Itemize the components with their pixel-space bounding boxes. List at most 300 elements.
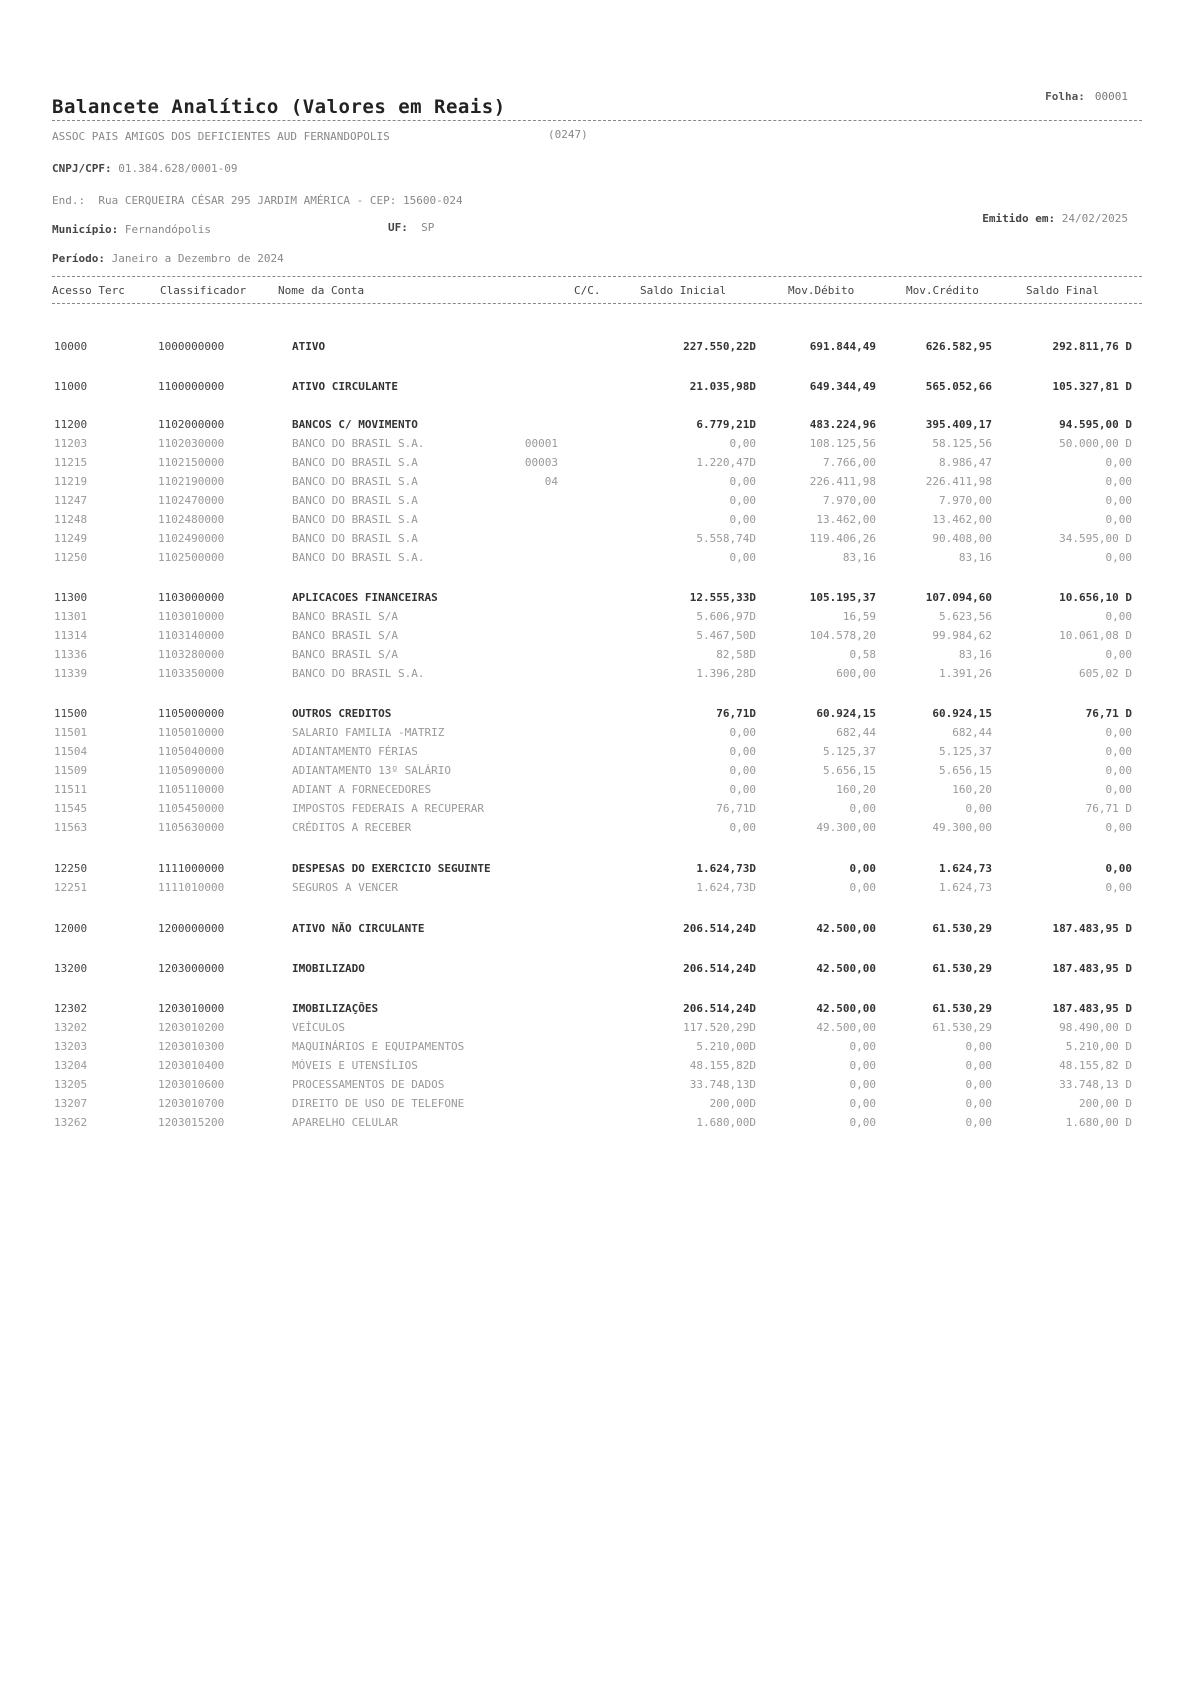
table-row bbox=[0, 648, 1200, 666]
divider bbox=[52, 303, 1142, 304]
cell-saldo-inicial: 1.624,73D bbox=[696, 862, 756, 875]
cell-saldo-final: 33.748,13 D bbox=[1059, 1078, 1132, 1091]
report-title: Balancete Analítico (Valores em Reais) bbox=[52, 96, 506, 118]
emitido-line bbox=[982, 212, 1128, 225]
cell-classificador: 1102490000 bbox=[158, 532, 225, 545]
cnpj-line bbox=[52, 162, 237, 175]
cell-saldo-inicial: 0,00 bbox=[729, 475, 756, 488]
cell-saldo-final: 0,00 bbox=[1105, 764, 1132, 777]
cell-saldo-inicial: 200,00D bbox=[709, 1097, 756, 1110]
cell-mov-credito: 60.924,15 bbox=[932, 707, 992, 720]
cell-mov-debito: 682,44 bbox=[836, 726, 876, 739]
cell-saldo-inicial: 21.035,98D bbox=[689, 380, 756, 393]
cell-classificador: 1203010600 bbox=[158, 1078, 225, 1091]
table-row bbox=[0, 1002, 1200, 1020]
cell-saldo-inicial: 5.210,00D bbox=[696, 1040, 756, 1053]
cell-classificador: 1105110000 bbox=[158, 783, 225, 796]
cell-saldo-inicial: 0,00 bbox=[729, 551, 756, 564]
cell-mov-debito: 0,00 bbox=[849, 1078, 876, 1091]
cell-acesso: 13207 bbox=[54, 1097, 88, 1110]
table-row bbox=[0, 610, 1200, 628]
cell-acesso: 11248 bbox=[54, 513, 88, 526]
cell-classificador: 1102500000 bbox=[158, 551, 225, 564]
cell-mov-debito: 0,00 bbox=[849, 1040, 876, 1053]
cell-classificador: 1102480000 bbox=[158, 513, 225, 526]
cell-nome-conta: BANCO DO BRASIL S.A bbox=[292, 475, 418, 488]
cell-saldo-inicial: 227.550,22D bbox=[683, 340, 756, 353]
cell-mov-debito: 16,59 bbox=[842, 610, 876, 623]
cell-saldo-inicial: 117.520,29D bbox=[683, 1021, 756, 1034]
folha-label: Folha: bbox=[1045, 90, 1085, 103]
cell-acesso: 13204 bbox=[54, 1059, 88, 1072]
cell-mov-credito: 5.623,56 bbox=[939, 610, 992, 623]
col-header-acesso: Acesso Terc bbox=[52, 284, 125, 297]
cell-acesso: 11203 bbox=[54, 437, 88, 450]
cell-acesso: 11300 bbox=[54, 591, 88, 604]
table-row bbox=[0, 475, 1200, 493]
cell-classificador: 1102000000 bbox=[158, 418, 225, 431]
cell-saldo-inicial: 1.680,00D bbox=[696, 1116, 756, 1129]
cell-saldo-final: 5.210,00 D bbox=[1065, 1040, 1132, 1053]
cell-acesso: 11563 bbox=[54, 821, 88, 834]
cell-acesso: 11000 bbox=[54, 380, 88, 393]
address-label: End.: bbox=[52, 194, 86, 207]
cell-nome-conta: BANCO DO BRASIL S.A. bbox=[292, 437, 425, 450]
cell-mov-credito: 7.970,00 bbox=[939, 494, 992, 507]
cell-classificador: 1105630000 bbox=[158, 821, 225, 834]
cell-mov-credito: 626.582,95 bbox=[925, 340, 992, 353]
cell-saldo-final: 187.483,95 D bbox=[1052, 962, 1132, 975]
cell-saldo-final: 50.000,00 D bbox=[1059, 437, 1132, 450]
table-row bbox=[0, 591, 1200, 609]
cell-mov-debito: 0,00 bbox=[849, 862, 876, 875]
cell-mov-debito: 0,00 bbox=[849, 1097, 876, 1110]
cell-saldo-final: 0,00 bbox=[1105, 475, 1132, 488]
cell-saldo-final: 187.483,95 D bbox=[1052, 922, 1132, 935]
cell-saldo-inicial: 206.514,24D bbox=[683, 1002, 756, 1015]
cell-classificador: 1103140000 bbox=[158, 629, 225, 642]
table-row bbox=[0, 1097, 1200, 1115]
cell-nome-conta: BANCO DO BRASIL S.A bbox=[292, 532, 418, 545]
cell-nome-conta: APARELHO CELULAR bbox=[292, 1116, 398, 1129]
cell-mov-credito: 58.125,56 bbox=[932, 437, 992, 450]
cell-nome-conta: BANCO DO BRASIL S.A. bbox=[292, 667, 425, 680]
cell-classificador: 1203015200 bbox=[158, 1116, 225, 1129]
cell-saldo-final: 187.483,95 D bbox=[1052, 1002, 1132, 1015]
cell-saldo-inicial: 0,00 bbox=[729, 821, 756, 834]
cell-saldo-final: 10.656,10 D bbox=[1059, 591, 1132, 604]
cell-acesso: 11545 bbox=[54, 802, 88, 815]
entity-code: (0247) bbox=[548, 128, 588, 141]
cell-nome-conta: BANCO DO BRASIL S.A bbox=[292, 456, 418, 469]
cell-mov-debito: 5.125,37 bbox=[823, 745, 876, 758]
cell-saldo-inicial: 0,00 bbox=[729, 513, 756, 526]
table-row bbox=[0, 551, 1200, 569]
cell-saldo-final: 0,00 bbox=[1105, 513, 1132, 526]
emitido-value: 24/02/2025 bbox=[1061, 212, 1128, 225]
cell-nome-conta: BANCO DO BRASIL S.A. bbox=[292, 551, 425, 564]
cell-nome-conta: MAQUINÁRIOS E EQUIPAMENTOS bbox=[292, 1040, 465, 1053]
table-row bbox=[0, 707, 1200, 725]
entity-name: ASSOC PAIS AMIGOS DOS DEFICIENTES AUD FERNANDOPOLIS bbox=[52, 130, 390, 143]
cell-mov-debito: 119.406,26 bbox=[809, 532, 876, 545]
uf-line bbox=[388, 221, 434, 234]
cell-acesso: 11509 bbox=[54, 764, 88, 777]
cell-classificador: 1200000000 bbox=[158, 922, 225, 935]
uf-label: UF: bbox=[388, 221, 408, 234]
table-row bbox=[0, 922, 1200, 940]
periodo-line bbox=[52, 252, 284, 265]
table-row bbox=[0, 962, 1200, 980]
cell-acesso: 13200 bbox=[54, 962, 88, 975]
cell-mov-debito: 42.500,00 bbox=[816, 1002, 876, 1015]
cell-mov-debito: 42.500,00 bbox=[816, 922, 876, 935]
cell-nome-conta: BANCO BRASIL S/A bbox=[292, 629, 398, 642]
cell-classificador: 1105040000 bbox=[158, 745, 225, 758]
cell-classificador: 1103010000 bbox=[158, 610, 225, 623]
col-header-nome: Nome da Conta bbox=[278, 284, 365, 297]
table-row bbox=[0, 437, 1200, 455]
page-number bbox=[1045, 90, 1128, 103]
cell-mov-credito: 0,00 bbox=[965, 1040, 992, 1053]
cell-saldo-final: 94.595,00 D bbox=[1059, 418, 1132, 431]
cell-saldo-final: 0,00 bbox=[1105, 821, 1132, 834]
cell-mov-debito: 0,00 bbox=[849, 1116, 876, 1129]
cell-acesso: 13202 bbox=[54, 1021, 88, 1034]
cell-classificador: 1203010200 bbox=[158, 1021, 225, 1034]
cell-saldo-final: 0,00 bbox=[1105, 648, 1132, 661]
cell-saldo-final: 0,00 bbox=[1105, 783, 1132, 796]
cell-classificador: 1105450000 bbox=[158, 802, 225, 815]
cell-nome-conta: ADIANTAMENTO 13º SALÁRIO bbox=[292, 764, 451, 777]
col-header-saldo-inicial: Saldo Inicial bbox=[640, 284, 727, 297]
cell-saldo-inicial: 1.624,73D bbox=[696, 881, 756, 894]
cell-saldo-inicial: 76,71D bbox=[716, 802, 756, 815]
cell-saldo-final: 105.327,81 D bbox=[1052, 380, 1132, 393]
cell-mov-credito: 5.125,37 bbox=[939, 745, 992, 758]
cell-acesso: 11336 bbox=[54, 648, 88, 661]
cell-mov-credito: 5.656,15 bbox=[939, 764, 992, 777]
cell-acesso: 11339 bbox=[54, 667, 88, 680]
cell-acesso: 10000 bbox=[54, 340, 88, 353]
col-header-saldo-final: Saldo Final bbox=[1026, 284, 1099, 297]
cell-acesso: 11500 bbox=[54, 707, 88, 720]
cell-mov-credito: 61.530,29 bbox=[932, 962, 992, 975]
cell-mov-credito: 1.624,73 bbox=[939, 862, 992, 875]
cell-mov-credito: 1.624,73 bbox=[939, 881, 992, 894]
cell-acesso: 11314 bbox=[54, 629, 88, 642]
cell-mov-debito: 691.844,49 bbox=[809, 340, 876, 353]
cell-saldo-final: 76,71 D bbox=[1085, 802, 1132, 815]
emitido-label: Emitido em: bbox=[982, 212, 1056, 225]
cell-mov-debito: 42.500,00 bbox=[816, 962, 876, 975]
cell-mov-debito: 0,00 bbox=[849, 802, 876, 815]
cell-saldo-final: 0,00 bbox=[1105, 862, 1132, 875]
cell-classificador: 1103280000 bbox=[158, 648, 225, 661]
cell-saldo-inicial: 206.514,24D bbox=[683, 962, 756, 975]
table-row bbox=[0, 494, 1200, 512]
cell-mov-credito: 107.094,60 bbox=[925, 591, 992, 604]
municipio-value: Fernandópolis bbox=[124, 223, 211, 236]
municipio-label: Município: bbox=[52, 223, 119, 236]
table-row bbox=[0, 802, 1200, 820]
cell-classificador: 1203010400 bbox=[158, 1059, 225, 1072]
cell-saldo-final: 98.490,00 D bbox=[1059, 1021, 1132, 1034]
cell-nome-conta: IMOBILIZADO bbox=[292, 962, 365, 975]
divider bbox=[52, 120, 1142, 121]
cell-classificador: 1102150000 bbox=[158, 456, 225, 469]
table-row bbox=[0, 380, 1200, 398]
cell-acesso: 11504 bbox=[54, 745, 88, 758]
cell-nome-conta: ATIVO bbox=[292, 340, 326, 353]
cell-saldo-final: 0,00 bbox=[1105, 726, 1132, 739]
cell-classificador: 1203000000 bbox=[158, 962, 225, 975]
cell-nome-conta: MÓVEIS E UTENSÍLIOS bbox=[292, 1059, 418, 1072]
cell-nome-conta: ATIVO CIRCULANTE bbox=[292, 380, 398, 393]
cell-classificador: 1102190000 bbox=[158, 475, 225, 488]
cell-acesso: 13205 bbox=[54, 1078, 88, 1091]
cell-acesso: 13203 bbox=[54, 1040, 88, 1053]
cell-saldo-final: 0,00 bbox=[1105, 881, 1132, 894]
cell-saldo-inicial: 0,00 bbox=[729, 764, 756, 777]
cell-acesso: 11249 bbox=[54, 532, 88, 545]
cell-mov-credito: 8.986,47 bbox=[939, 456, 992, 469]
cell-mov-credito: 61.530,29 bbox=[932, 922, 992, 935]
cell-acesso: 11200 bbox=[54, 418, 88, 431]
table-row bbox=[0, 764, 1200, 782]
cell-acesso: 11247 bbox=[54, 494, 88, 507]
cell-nome-conta: SEGUROS A VENCER bbox=[292, 881, 398, 894]
address-value: Rua CERQUEIRA CÉSAR 295 JARDIM AMÉRICA - CEP: 15600-024 bbox=[98, 194, 463, 207]
cell-saldo-inicial: 0,00 bbox=[729, 783, 756, 796]
table-row bbox=[0, 1116, 1200, 1134]
cell-saldo-final: 605,02 D bbox=[1079, 667, 1132, 680]
cell-saldo-inicial: 76,71D bbox=[716, 707, 756, 720]
cell-nome-conta: DIREITO DE USO DE TELEFONE bbox=[292, 1097, 465, 1110]
uf-value: SP bbox=[421, 221, 435, 234]
cell-mov-debito: 105.195,37 bbox=[809, 591, 876, 604]
cell-classificador: 1111000000 bbox=[158, 862, 225, 875]
cell-mov-debito: 0,00 bbox=[849, 1059, 876, 1072]
table-row bbox=[0, 513, 1200, 531]
table-row bbox=[0, 1021, 1200, 1039]
cell-saldo-final: 1.680,00 D bbox=[1065, 1116, 1132, 1129]
cell-mov-credito: 90.408,00 bbox=[932, 532, 992, 545]
cell-acesso: 12250 bbox=[54, 862, 88, 875]
col-header-mov-credito: Mov.Crédito bbox=[906, 284, 979, 297]
cell-saldo-final: 0,00 bbox=[1105, 494, 1132, 507]
cnpj-value: 01.384.628/0001-09 bbox=[118, 162, 238, 175]
cell-saldo-inicial: 6.779,21D bbox=[696, 418, 756, 431]
cell-cc: 04 bbox=[544, 475, 558, 488]
cell-mov-credito: 682,44 bbox=[952, 726, 992, 739]
cell-saldo-inicial: 33.748,13D bbox=[689, 1078, 756, 1091]
cell-acesso: 11511 bbox=[54, 783, 88, 796]
cell-saldo-inicial: 206.514,24D bbox=[683, 922, 756, 935]
cell-mov-credito: 83,16 bbox=[958, 648, 992, 661]
cell-saldo-inicial: 5.558,74D bbox=[696, 532, 756, 545]
cell-acesso: 12302 bbox=[54, 1002, 88, 1015]
cell-mov-credito: 0,00 bbox=[965, 1059, 992, 1072]
cell-classificador: 1105090000 bbox=[158, 764, 225, 777]
cell-mov-credito: 61.530,29 bbox=[932, 1021, 992, 1034]
cell-mov-debito: 13.462,00 bbox=[816, 513, 876, 526]
col-header-classificador: Classificador bbox=[160, 284, 247, 297]
divider bbox=[52, 276, 1142, 277]
cell-mov-credito: 49.300,00 bbox=[932, 821, 992, 834]
cell-mov-debito: 7.970,00 bbox=[823, 494, 876, 507]
cell-nome-conta: VEÍCULOS bbox=[292, 1021, 345, 1034]
cell-classificador: 1203010000 bbox=[158, 1002, 225, 1015]
cell-mov-credito: 0,00 bbox=[965, 1078, 992, 1091]
cell-mov-debito: 108.125,56 bbox=[809, 437, 876, 450]
cell-mov-credito: 395.409,17 bbox=[925, 418, 992, 431]
cell-mov-debito: 0,58 bbox=[849, 648, 876, 661]
table-row bbox=[0, 456, 1200, 474]
cell-classificador: 1102030000 bbox=[158, 437, 225, 450]
cell-mov-debito: 160,20 bbox=[836, 783, 876, 796]
cell-nome-conta: ADIANT A FORNECEDORES bbox=[292, 783, 432, 796]
cell-saldo-inicial: 1.396,28D bbox=[696, 667, 756, 680]
cell-mov-debito: 5.656,15 bbox=[823, 764, 876, 777]
cell-classificador: 1111010000 bbox=[158, 881, 225, 894]
cell-saldo-final: 10.061,08 D bbox=[1059, 629, 1132, 642]
cell-classificador: 1103350000 bbox=[158, 667, 225, 680]
cell-mov-credito: 0,00 bbox=[965, 1097, 992, 1110]
table-row bbox=[0, 862, 1200, 880]
cell-nome-conta: PROCESSAMENTOS DE DADOS bbox=[292, 1078, 445, 1091]
cell-nome-conta: DESPESAS DO EXERCICIO SEGUINTE bbox=[292, 862, 491, 875]
municipio-line bbox=[52, 223, 211, 236]
table-row bbox=[0, 629, 1200, 647]
cell-acesso: 11301 bbox=[54, 610, 88, 623]
cell-saldo-final: 0,00 bbox=[1105, 551, 1132, 564]
table-row bbox=[0, 667, 1200, 685]
cell-saldo-inicial: 82,58D bbox=[716, 648, 756, 661]
cell-saldo-final: 76,71 D bbox=[1085, 707, 1132, 720]
cell-mov-debito: 42.500,00 bbox=[816, 1021, 876, 1034]
cell-cc: 00001 bbox=[524, 437, 558, 450]
cell-mov-debito: 104.578,20 bbox=[809, 629, 876, 642]
cell-nome-conta: BANCO DO BRASIL S.A bbox=[292, 494, 418, 507]
cell-nome-conta: OUTROS CREDITOS bbox=[292, 707, 392, 720]
cell-nome-conta: BANCO BRASIL S/A bbox=[292, 648, 398, 661]
cell-nome-conta: BANCO BRASIL S/A bbox=[292, 610, 398, 623]
cell-saldo-final: 0,00 bbox=[1105, 610, 1132, 623]
cell-saldo-inicial: 48.155,82D bbox=[689, 1059, 756, 1072]
cell-mov-credito: 226.411,98 bbox=[925, 475, 992, 488]
cell-mov-credito: 0,00 bbox=[965, 1116, 992, 1129]
cell-saldo-inicial: 5.606,97D bbox=[696, 610, 756, 623]
table-row bbox=[0, 881, 1200, 899]
cell-acesso: 11215 bbox=[54, 456, 88, 469]
cell-mov-credito: 160,20 bbox=[952, 783, 992, 796]
cell-saldo-final: 200,00 D bbox=[1079, 1097, 1132, 1110]
cell-saldo-final: 48.155,82 D bbox=[1059, 1059, 1132, 1072]
cell-mov-debito: 226.411,98 bbox=[809, 475, 876, 488]
cell-saldo-inicial: 0,00 bbox=[729, 437, 756, 450]
table-row bbox=[0, 726, 1200, 744]
cell-mov-debito: 49.300,00 bbox=[816, 821, 876, 834]
cell-classificador: 1105010000 bbox=[158, 726, 225, 739]
folha-value: 00001 bbox=[1094, 90, 1128, 103]
cell-nome-conta: BANCO DO BRASIL S.A bbox=[292, 513, 418, 526]
table-row bbox=[0, 1040, 1200, 1058]
cell-mov-credito: 99.984,62 bbox=[932, 629, 992, 642]
cell-nome-conta: ATIVO NÃO CIRCULANTE bbox=[292, 922, 425, 935]
cell-saldo-final: 0,00 bbox=[1105, 456, 1132, 469]
cell-mov-credito: 13.462,00 bbox=[932, 513, 992, 526]
cell-mov-credito: 61.530,29 bbox=[932, 1002, 992, 1015]
cell-nome-conta: IMOBILIZAÇÕES bbox=[292, 1002, 379, 1015]
cell-mov-debito: 0,00 bbox=[849, 881, 876, 894]
address-line bbox=[52, 194, 463, 207]
table-row bbox=[0, 418, 1200, 436]
cell-saldo-inicial: 0,00 bbox=[729, 726, 756, 739]
periodo-label: Período: bbox=[52, 252, 105, 265]
cell-mov-credito: 565.052,66 bbox=[925, 380, 992, 393]
cell-classificador: 1203010300 bbox=[158, 1040, 225, 1053]
table-row bbox=[0, 783, 1200, 801]
cell-nome-conta: IMPOSTOS FEDERAIS A RECUPERAR bbox=[292, 802, 485, 815]
cell-classificador: 1100000000 bbox=[158, 380, 225, 393]
cell-acesso: 12251 bbox=[54, 881, 88, 894]
cell-classificador: 1203010700 bbox=[158, 1097, 225, 1110]
cell-nome-conta: APLICACOES FINANCEIRAS bbox=[292, 591, 438, 604]
cell-acesso: 11501 bbox=[54, 726, 88, 739]
cell-mov-debito: 483.224,96 bbox=[809, 418, 876, 431]
cell-mov-debito: 7.766,00 bbox=[823, 456, 876, 469]
cell-acesso: 12000 bbox=[54, 922, 88, 935]
cell-acesso: 11250 bbox=[54, 551, 88, 564]
table-row bbox=[0, 532, 1200, 550]
periodo-value: Janeiro a Dezembro de 2024 bbox=[111, 252, 284, 265]
cell-mov-debito: 60.924,15 bbox=[816, 707, 876, 720]
cell-nome-conta: ADIANTAMENTO FÉRIAS bbox=[292, 745, 418, 758]
cell-saldo-inicial: 12.555,33D bbox=[689, 591, 756, 604]
cell-nome-conta: SALARIO FAMILIA -MATRIZ bbox=[292, 726, 445, 739]
col-header-cc: C/C. bbox=[574, 284, 601, 297]
cnpj-label: CNPJ/CPF: bbox=[52, 162, 112, 175]
table-row bbox=[0, 821, 1200, 839]
table-row bbox=[0, 1059, 1200, 1077]
cell-mov-credito: 83,16 bbox=[958, 551, 992, 564]
col-header-mov-debito: Mov.Débito bbox=[788, 284, 855, 297]
cell-mov-credito: 1.391,26 bbox=[939, 667, 992, 680]
table-row bbox=[0, 340, 1200, 358]
cell-classificador: 1103000000 bbox=[158, 591, 225, 604]
cell-saldo-inicial: 5.467,50D bbox=[696, 629, 756, 642]
cell-nome-conta: CRÉDITOS A RECEBER bbox=[292, 821, 412, 834]
cell-classificador: 1105000000 bbox=[158, 707, 225, 720]
cell-mov-credito: 0,00 bbox=[965, 802, 992, 815]
cell-saldo-inicial: 0,00 bbox=[729, 494, 756, 507]
cell-saldo-final: 0,00 bbox=[1105, 745, 1132, 758]
cell-acesso: 11219 bbox=[54, 475, 88, 488]
table-row bbox=[0, 1078, 1200, 1096]
cell-saldo-inicial: 1.220,47D bbox=[696, 456, 756, 469]
cell-classificador: 1000000000 bbox=[158, 340, 225, 353]
cell-acesso: 13262 bbox=[54, 1116, 88, 1129]
cell-mov-debito: 83,16 bbox=[842, 551, 876, 564]
cell-mov-debito: 600,00 bbox=[836, 667, 876, 680]
cell-saldo-inicial: 0,00 bbox=[729, 745, 756, 758]
cell-saldo-final: 34.595,00 D bbox=[1059, 532, 1132, 545]
table-row bbox=[0, 745, 1200, 763]
cell-saldo-final: 292.811,76 D bbox=[1052, 340, 1132, 353]
cell-nome-conta: BANCOS C/ MOVIMENTO bbox=[292, 418, 418, 431]
cell-classificador: 1102470000 bbox=[158, 494, 225, 507]
